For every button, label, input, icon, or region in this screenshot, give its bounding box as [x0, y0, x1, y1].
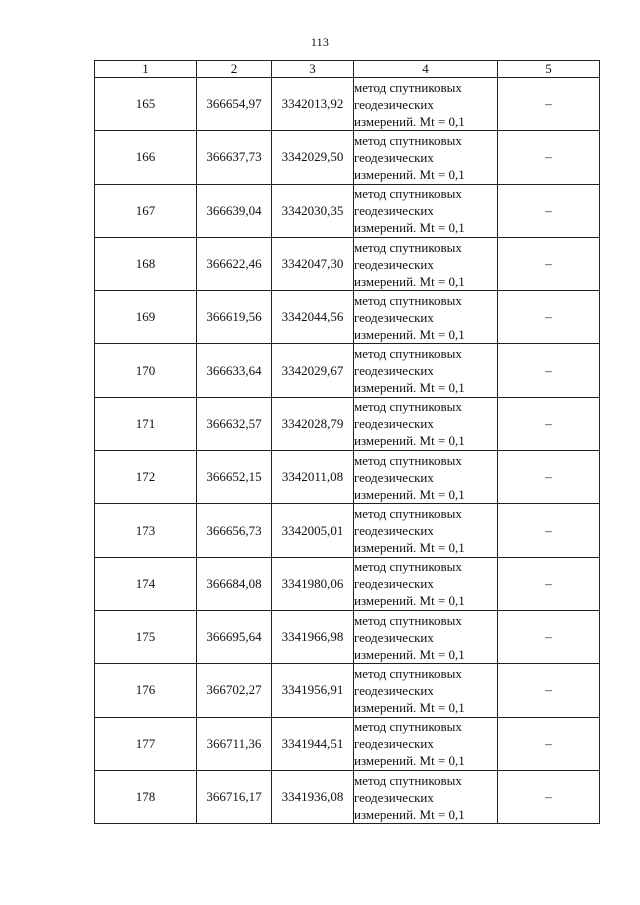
table-row [95, 717, 600, 770]
point-number-cell: 169 [95, 291, 197, 344]
method-line: геодезических [354, 629, 434, 645]
method-line: измерений. Mt = 0,1 [354, 646, 465, 662]
y-coordinate-cell: 3342013,92 [272, 78, 354, 131]
column-5-cell: – [498, 557, 600, 610]
x-coordinate-cell: 366632,57 [197, 397, 272, 450]
table-row [95, 184, 600, 237]
column-header-4: 4 [354, 61, 498, 78]
point-number-cell: 172 [95, 451, 197, 504]
y-coordinate-cell: 3341956,91 [272, 664, 354, 717]
y-coordinate-cell: 3342044,56 [272, 291, 354, 344]
method-cell [354, 451, 498, 504]
y-coordinate-cell: 3342030,35 [272, 184, 354, 237]
method-cell [354, 717, 498, 770]
method-line: метод спутниковых [354, 559, 462, 575]
y-coordinate-cell: 3341966,98 [272, 610, 354, 663]
method-line: метод спутниковых [354, 346, 462, 362]
point-number-cell: 170 [95, 344, 197, 397]
method-line: геодезических [354, 96, 434, 112]
method-line: геодезических [354, 682, 434, 698]
column-5-cell: – [498, 664, 600, 717]
method-cell [354, 770, 498, 823]
column-header-2: 2 [197, 61, 272, 78]
method-line: измерений. Mt = 0,1 [354, 326, 465, 342]
method-cell [354, 344, 498, 397]
table-row [95, 291, 600, 344]
x-coordinate-cell: 366652,15 [197, 451, 272, 504]
table-row [95, 664, 600, 717]
method-line: геодезических [354, 309, 434, 325]
x-coordinate-cell: 366633,64 [197, 344, 272, 397]
method-cell [354, 237, 498, 290]
y-coordinate-cell: 3342028,79 [272, 397, 354, 450]
column-header-3: 3 [272, 61, 354, 78]
method-line: метод спутниковых [354, 239, 462, 255]
table-row [95, 78, 600, 131]
method-line: измерений. Mt = 0,1 [354, 166, 465, 182]
method-line: метод спутниковых [354, 506, 462, 522]
y-coordinate-cell: 3342005,01 [272, 504, 354, 557]
method-line: геодезических [354, 736, 434, 752]
method-cell [354, 78, 498, 131]
method-line: измерений. Mt = 0,1 [354, 806, 465, 822]
method-line: измерений. Mt = 0,1 [354, 699, 465, 715]
point-number-cell: 168 [95, 237, 197, 290]
point-number-cell: 177 [95, 717, 197, 770]
column-5-cell: – [498, 770, 600, 823]
column-header-5: 5 [498, 61, 600, 78]
method-line: геодезических [354, 523, 434, 539]
method-cell [354, 397, 498, 450]
column-header-1: 1 [95, 61, 197, 78]
table-row [95, 610, 600, 663]
method-cell [354, 504, 498, 557]
method-line: геодезических [354, 149, 434, 165]
table-row [95, 397, 600, 450]
point-number-cell: 178 [95, 770, 197, 823]
table-row [95, 451, 600, 504]
method-line: метод спутниковых [354, 79, 462, 95]
method-cell [354, 664, 498, 717]
x-coordinate-cell: 366637,73 [197, 131, 272, 184]
column-5-cell: – [498, 78, 600, 131]
method-cell [354, 131, 498, 184]
x-coordinate-cell: 366684,08 [197, 557, 272, 610]
method-line: метод спутниковых [354, 452, 462, 468]
x-coordinate-cell: 366695,64 [197, 610, 272, 663]
method-line: геодезических [354, 469, 434, 485]
column-5-cell: – [498, 397, 600, 450]
page-number: 113 [310, 35, 330, 49]
table-row [95, 504, 600, 557]
method-line: метод спутниковых [354, 399, 462, 415]
table-row [95, 770, 600, 823]
y-coordinate-cell: 3341944,51 [272, 717, 354, 770]
method-line: измерений. Mt = 0,1 [354, 273, 465, 289]
method-line: измерений. Mt = 0,1 [354, 540, 465, 556]
point-number-cell: 174 [95, 557, 197, 610]
method-line: измерений. Mt = 0,1 [354, 433, 465, 449]
column-5-cell: – [498, 291, 600, 344]
column-5-cell: – [498, 610, 600, 663]
x-coordinate-cell: 366622,46 [197, 237, 272, 290]
y-coordinate-cell: 3341980,06 [272, 557, 354, 610]
method-line: измерений. Mt = 0,1 [354, 753, 465, 769]
table-row [95, 344, 600, 397]
point-number-cell: 175 [95, 610, 197, 663]
column-5-cell: – [498, 451, 600, 504]
table-header-row [95, 61, 600, 78]
table-row [95, 131, 600, 184]
point-number-cell: 165 [95, 78, 197, 131]
y-coordinate-cell: 3341936,08 [272, 770, 354, 823]
column-5-cell: – [498, 131, 600, 184]
method-line: метод спутниковых [354, 292, 462, 308]
point-number-cell: 171 [95, 397, 197, 450]
method-line: измерений. Mt = 0,1 [354, 220, 465, 236]
point-number-cell: 173 [95, 504, 197, 557]
y-coordinate-cell: 3342047,30 [272, 237, 354, 290]
column-5-cell: – [498, 344, 600, 397]
method-line: геодезических [354, 789, 434, 805]
x-coordinate-cell: 366619,56 [197, 291, 272, 344]
x-coordinate-cell: 366716,17 [197, 770, 272, 823]
column-5-cell: – [498, 717, 600, 770]
method-line: геодезических [354, 256, 434, 272]
method-line: метод спутниковых [354, 612, 462, 628]
y-coordinate-cell: 3342029,67 [272, 344, 354, 397]
method-line: измерений. Mt = 0,1 [354, 593, 465, 609]
method-line: измерений. Mt = 0,1 [354, 486, 465, 502]
method-line: метод спутниковых [354, 665, 462, 681]
x-coordinate-cell: 366656,73 [197, 504, 272, 557]
method-cell [354, 557, 498, 610]
method-line: измерений. Mt = 0,1 [354, 113, 465, 129]
method-line: геодезических [354, 203, 434, 219]
x-coordinate-cell: 366639,04 [197, 184, 272, 237]
column-5-cell: – [498, 184, 600, 237]
table-row [95, 557, 600, 610]
point-number-cell: 166 [95, 131, 197, 184]
column-5-cell: – [498, 237, 600, 290]
x-coordinate-cell: 366711,36 [197, 717, 272, 770]
point-number-cell: 167 [95, 184, 197, 237]
method-line: геодезических [354, 363, 434, 379]
method-cell [354, 291, 498, 344]
method-line: метод спутниковых [354, 186, 462, 202]
coordinates-table [94, 60, 600, 824]
y-coordinate-cell: 3342029,50 [272, 131, 354, 184]
x-coordinate-cell: 366702,27 [197, 664, 272, 717]
method-line: измерений. Mt = 0,1 [354, 380, 465, 396]
point-number-cell: 176 [95, 664, 197, 717]
method-line: геодезических [354, 416, 434, 432]
method-line: метод спутниковых [354, 719, 462, 735]
method-line: метод спутниковых [354, 772, 462, 788]
method-cell [354, 184, 498, 237]
method-cell [354, 610, 498, 663]
table-body [95, 78, 600, 824]
x-coordinate-cell: 366654,97 [197, 78, 272, 131]
column-5-cell: – [498, 504, 600, 557]
table-row [95, 237, 600, 290]
method-line: геодезических [354, 576, 434, 592]
y-coordinate-cell: 3342011,08 [272, 451, 354, 504]
method-line: метод спутниковых [354, 132, 462, 148]
